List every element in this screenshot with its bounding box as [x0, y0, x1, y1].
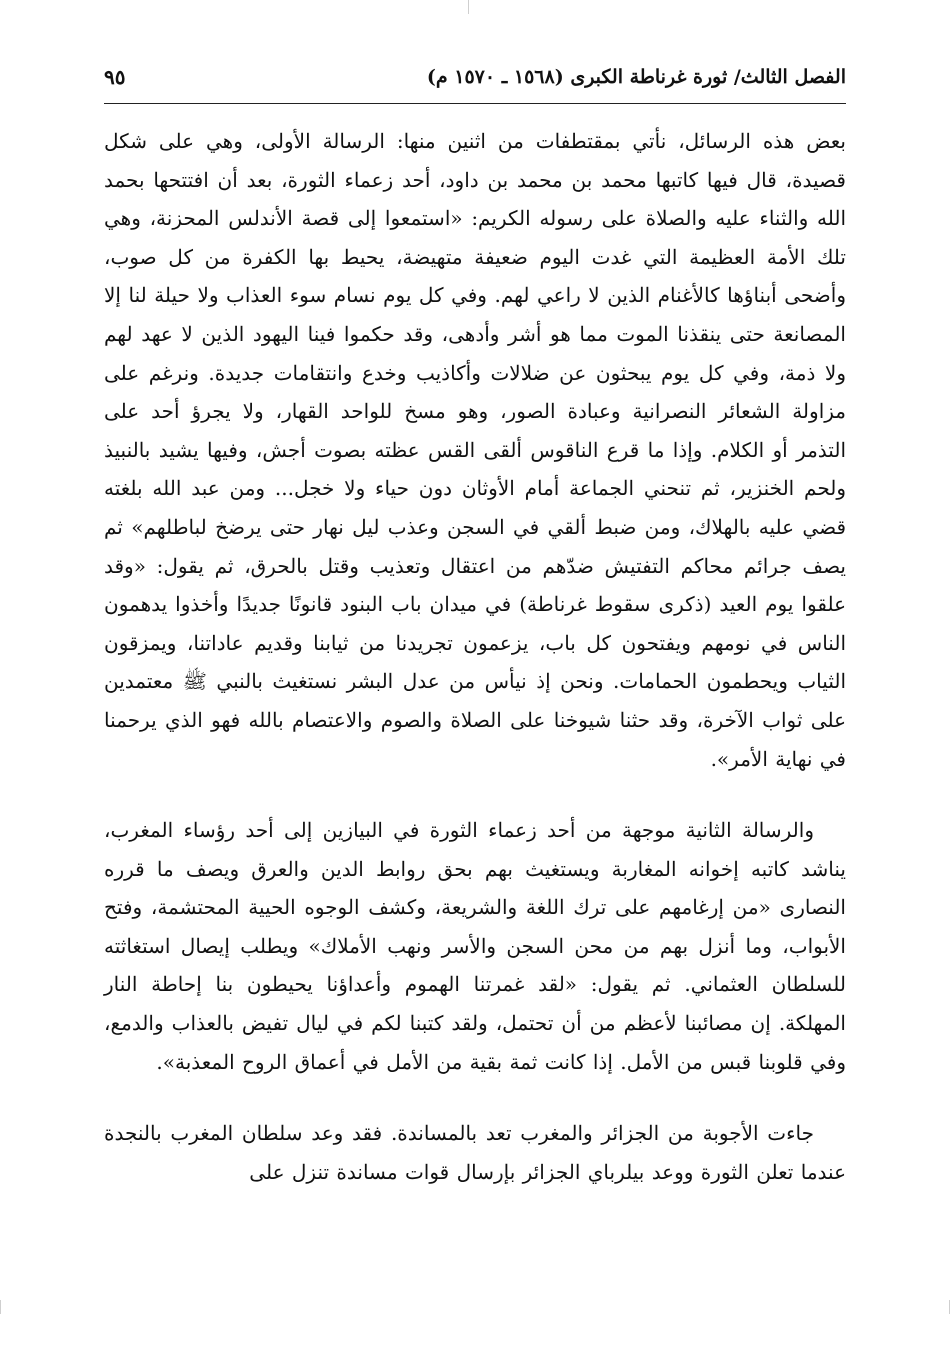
scan-mark-top [468, 0, 469, 14]
body-text [104, 122, 846, 1191]
header-divider [104, 103, 846, 104]
running-title: الفصل الثالث/ ثورة غرناطة الكبرى (١٥٦٨ ـ ١٥٧٠ م) [426, 66, 846, 88]
paragraph-3: جاءت الأجوبة من الجزائر والمغرب تعد بالمساندة. فقد وعد سلطان المغرب بالنجدة عندما تعلن الثورة ووعد بيلرباي الجزائر بإرسال قوات مساندة تنزل على [104, 1121, 846, 1184]
scan-mark-left [0, 1300, 1, 1314]
paragraph-2: والرسالة الثانية موجهة من أحد زعماء الثورة في البيازين إلى أحد رؤساء المغرب، يناشد كاتبه إخوانه المغاربة ويستغيث بهم بحق روابط الدين والعرق ويصف ما قرره النصارى «من إرغامهم على ترك اللغة والشريعة، وكشف الوجوه الحيية المحتشمة، وفتح الأبواب، وما أنزل بهم من محن السجن والأسر ونهب الأملاك» ويطلب إيصال استغاثته للسلطان العثماني. ثم يقول: «لقد غمرتنا الهموم وأعداؤنا يحيطون بنا إحاطة النار المهلكة. إن مصائبنا لأعظم من أن تحتمل، ولقد كتبنا لكم في ليال تفيض بالعذاب والدمع، وفي قلوبنا قبس من الأمل. إذا كانت ثمة بقية من الأمل في أعماق الروح المعذبة». [104, 818, 846, 1074]
paragraph-1: بعض هذه الرسائل، نأتي بمقتطفات من اثنين منها: الرسالة الأولى، وهي على شكل قصيدة، قال فيها كاتبها محمد بن محمد بن داود، أحد زعماء الثورة، بعد أن افتتحها بحمد الله والثناء عليه والصلاة على رسوله الكريم: «استمعوا إلى قصة الأندلس المحزنة، وهي تلك الأمة العظيمة التي غدت اليوم ضعيفة متهيضة، يحيط بها الكفرة من كل صوب، وأضحى أبناؤها كالأغنام الذين لا راعي لهم. وفي كل يوم نسام سوء العذاب ولا حيلة لنا إلا المصانعة حتى ينقذنا الموت مما هو أشر وأدهى، وقد حكموا فينا اليهود الذين لا عهد لهم ولا ذمة، وفي كل يوم يبحثون عن ضلالات وأكاذيب وخدع وانتقامات جديدة. ونرغم على مزاولة الشعائر النصرانية وعبادة الصور، وهو مسخ للواحد القهار، ولا يجرؤ أحد على التذمر أو الكلام. وإذا ما قرع الناقوس ألقى القس عظته بصوت أجش، وفيها يشيد بالنبيذ ولحم الخنزير، ثم تنحني الجماعة أمام الأوثان دون حياء ولا خجل... ومن عبد الله بلغته قضي عليه بالهلاك، ومن ضبط ألقي في السجن وعذب ليل نهار حتى يرضخ لباطلهم» ثم يصف جرائم محاكم التفتيش ضدّهم من اعتقال وتعذيب وقتل بالحرق، ثم يقول: «وقد علقوا يوم العيد (ذكرى سقوط غرناطة) في ميدان باب البنود قانونًا جديدًا وأخذوا يدهمون الناس في نومهم ويفتحون كل باب، يزعمون تجريدنا من ثيابنا وقديم عاداتنا، ويمزقون الثياب ويحطمون الحمامات. ونحن إذ نيأس من عدل البشر نستغيث بالنبي ﷺ معتمدين على ثواب الآخرة، وقد حثنا شيوخنا على الصلاة والصوم والاعتصام بالله فهو الذي يرحمنا في نهاية الأمر». [104, 129, 846, 771]
page-number: ٩٥ [104, 65, 126, 89]
page-header [104, 58, 846, 96]
